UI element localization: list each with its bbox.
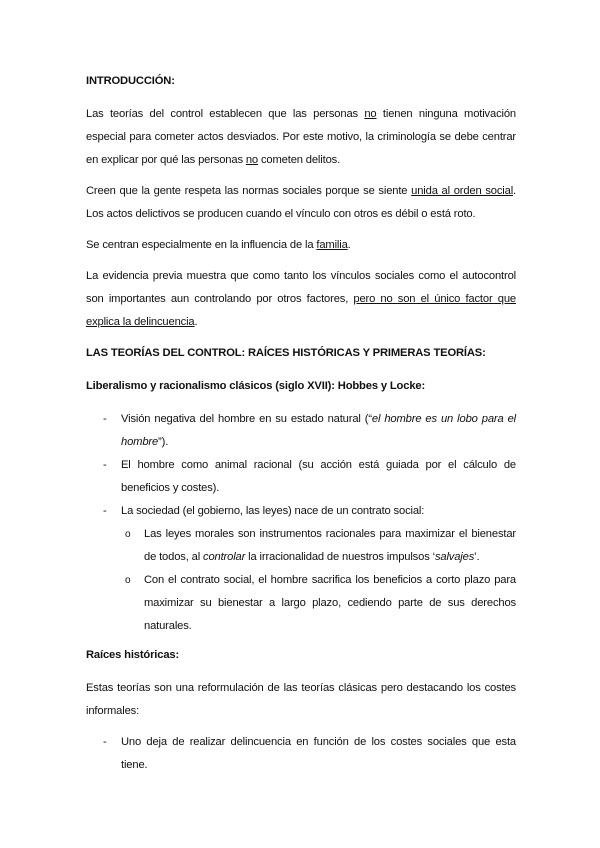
underlined-unico-factor: pero no son el único factor que explica la delincuencia: [86, 293, 516, 328]
roots-list: [86, 731, 516, 777]
underlined-familia: familia: [316, 239, 348, 251]
roots-heading: Raíces históricas:: [86, 649, 180, 661]
sub-list-item: o Las leyes morales son instrumentos racionales para maximizar el bienestar de todos, al controlar la irracionalidad de nuestros impulsos ‘salvajes’.: [121, 523, 516, 569]
intro-paragraph-3: Se centran especialmente en la influencia de la familia.: [86, 239, 351, 251]
section-subheading: Liberalismo y racionalismo clásicos (siglo XVII): Hobbes y Locke:: [86, 380, 426, 392]
sub-list: [121, 523, 516, 638]
list-item: - La sociedad (el gobierno, las leyes) nace de un contrato social: o Las leyes morales son instrumentos racionales para maximizar el bienestar de todos, al controlar la irracionalidad de nuestros impulsos ‘salvajes’. o Con el contrato social, el hombre sacrifica los beneficios a corto plazo para maximizar su bienestar a largo plazo, cediendo parte de sus derechos naturales.: [86, 500, 516, 638]
intro-heading: INTRODUCCIÓN:: [86, 75, 175, 87]
dash-list: [86, 408, 516, 638]
intro-paragraph-2: Creen que la gente respeta las normas sociales porque se siente unida al orden social. Los actos delictivos se producen cuando el vínculo con otros es débil o está roto.: [86, 185, 516, 220]
underlined-no-2: no: [245, 154, 259, 166]
list-item: - Visión negativa del hombre en su estado natural (“el hombre es un lobo para el hombre”).: [86, 408, 516, 454]
underlined-no-1: no: [364, 108, 377, 120]
intro-paragraph-1: Las teorías del control establecen que las personas no tienen ninguna motivación especial para cometer actos desviados. Por este motivo, la criminología se debe centrar en explicar por qué las personas no cometen delitos.: [86, 108, 517, 166]
list-item: - El hombre como animal racional (su acción está guiada por el cálculo de beneficios y costes).: [86, 454, 516, 500]
roots-paragraph: Estas teorías son una reformulación de las teorías clásicas pero destacando los costes informales:: [86, 682, 516, 717]
underlined-orden-social: unida al orden social: [411, 185, 514, 197]
list-item: - Uno deja de realizar delincuencia en función de los costes sociales que esta tiene.: [86, 731, 516, 777]
sub-list-item: o Con el contrato social, el hombre sacrifica los beneficios a corto plazo para maximizar su bienestar a largo plazo, cediendo parte de sus derechos naturales.: [121, 569, 516, 638]
section-heading: LAS TEORÍAS DEL CONTROL: RAÍCES HISTÓRICAS Y PRIMERAS TEORÍAS:: [86, 347, 486, 359]
document-body: [86, 70, 516, 783]
intro-paragraph-4: La evidencia previa muestra que como tanto los vínculos sociales como el autocontrol son importantes aun controlando por otros factores, pero no son el único factor que explica la delincuencia.: [86, 270, 516, 328]
